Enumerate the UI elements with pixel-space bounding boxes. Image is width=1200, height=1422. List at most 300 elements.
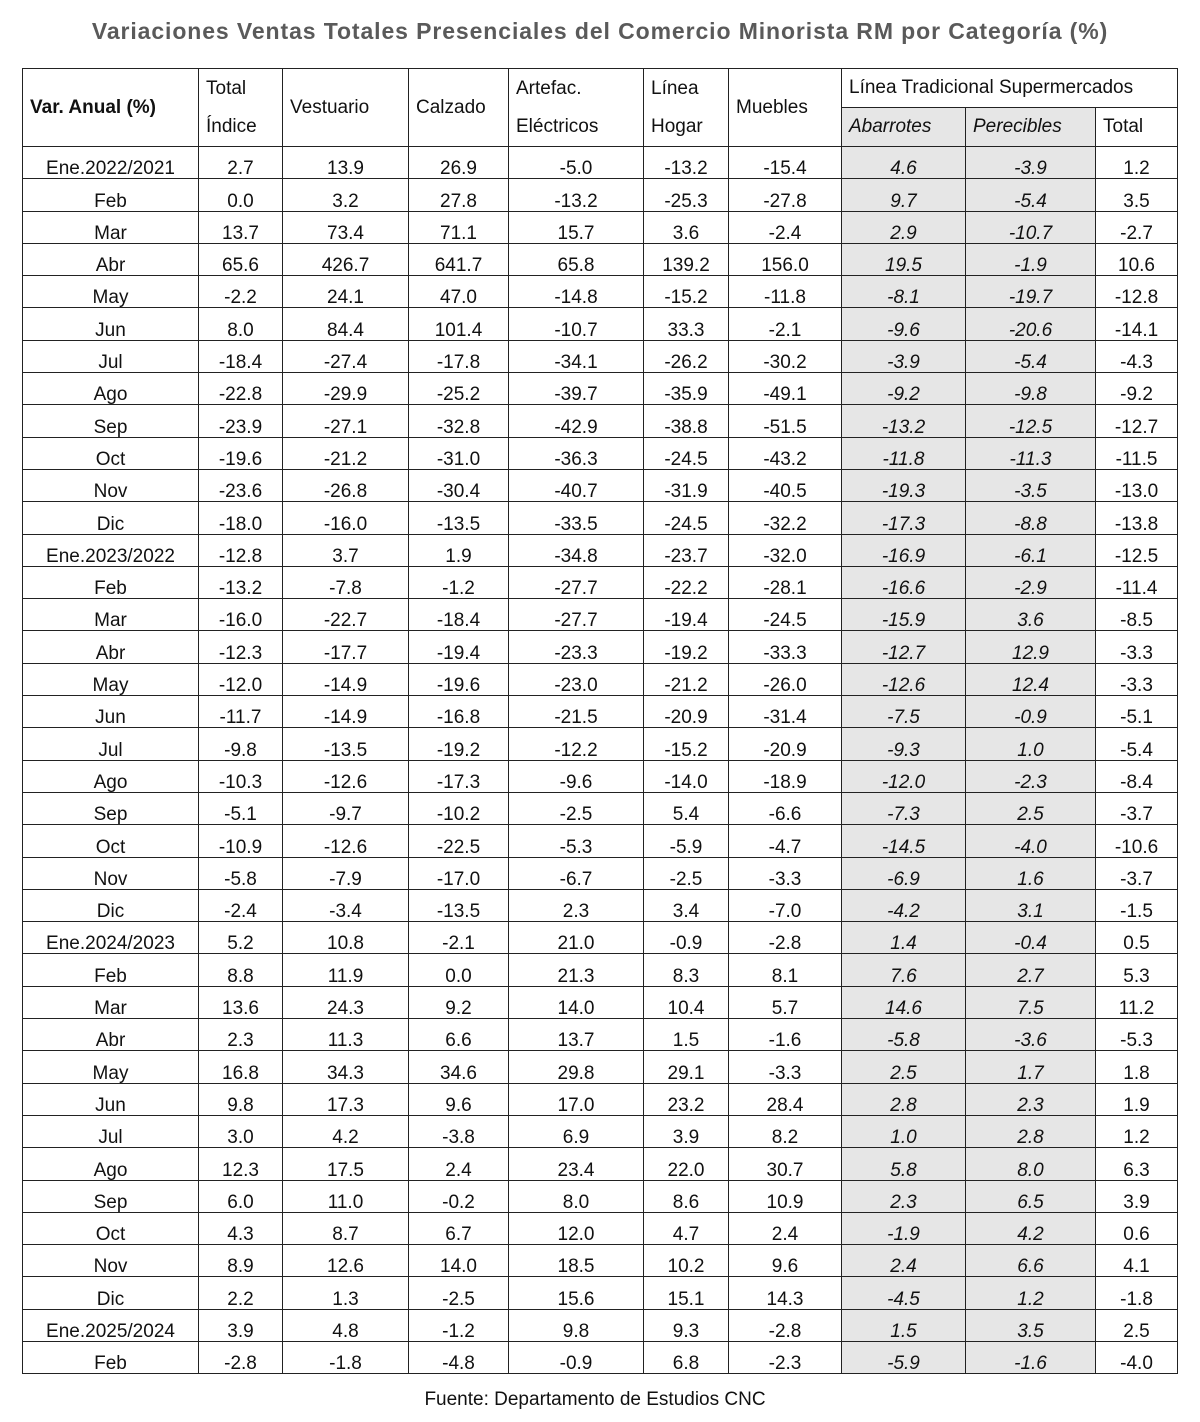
- table-cell: -30.4: [409, 469, 509, 501]
- table-cell: 1.4: [842, 922, 966, 954]
- table-cell: 8.7: [283, 1212, 409, 1244]
- table-cell: 13.6: [199, 986, 283, 1018]
- row-label: Oct: [23, 437, 199, 469]
- table-cell: 3.9: [199, 1309, 283, 1341]
- table-row: [23, 405, 1178, 437]
- row-label-header: Var. Anual (%): [23, 69, 199, 147]
- table-row: [23, 857, 1178, 889]
- row-label: Mar: [23, 599, 199, 631]
- table-cell: 4.2: [283, 1115, 409, 1147]
- table-cell: -17.0: [409, 857, 509, 889]
- table-cell: 8.0: [199, 308, 283, 340]
- row-label: Sep: [23, 405, 199, 437]
- table-cell: -27.4: [283, 340, 409, 372]
- table-cell: 1.9: [1096, 1083, 1178, 1115]
- table-cell: -16.0: [199, 599, 283, 631]
- table-cell: -5.3: [1096, 1019, 1178, 1051]
- table-cell: 23.4: [509, 1148, 644, 1180]
- table-cell: -8.8: [966, 502, 1096, 534]
- table-cell: -3.3: [729, 1051, 842, 1083]
- table-cell: -2.8: [729, 1309, 842, 1341]
- table-cell: 3.5: [966, 1309, 1096, 1341]
- table-cell: -5.1: [199, 792, 283, 824]
- source-note: Fuente: Departamento de Estudios CNC: [424, 1389, 766, 1410]
- row-label: Jun: [23, 308, 199, 340]
- table-cell: -17.7: [283, 631, 409, 663]
- table-cell: 3.9: [644, 1115, 729, 1147]
- table-cell: 12.9: [966, 631, 1096, 663]
- table-cell: -17.8: [409, 340, 509, 372]
- table-cell: -1.5: [1096, 889, 1178, 921]
- table-cell: 1.9: [409, 534, 509, 566]
- table-cell: -2.7: [1096, 211, 1178, 243]
- table-cell: 2.5: [966, 792, 1096, 824]
- table-cell: 34.3: [283, 1051, 409, 1083]
- table-cell: -10.6: [1096, 825, 1178, 857]
- table-cell: -2.5: [509, 792, 644, 824]
- table-cell: 12.4: [966, 663, 1096, 695]
- row-label: Mar: [23, 211, 199, 243]
- subcolumn-header: Perecibles: [966, 108, 1096, 147]
- table-cell: 9.7: [842, 179, 966, 211]
- table-cell: -9.2: [842, 373, 966, 405]
- table-cell: 17.3: [283, 1083, 409, 1115]
- table-cell: -23.0: [509, 663, 644, 695]
- table-cell: -5.1: [1096, 696, 1178, 728]
- table-cell: 3.9: [1096, 1180, 1178, 1212]
- table-row: [23, 534, 1178, 566]
- row-label: Dic: [23, 1277, 199, 1309]
- table-cell: -17.3: [409, 760, 509, 792]
- table-cell: -6.6: [729, 792, 842, 824]
- row-label: Ene.2023/2022: [23, 534, 199, 566]
- table-cell: 3.4: [644, 889, 729, 921]
- sales-variation-table: [22, 68, 1178, 1374]
- table-cell: -33.5: [509, 502, 644, 534]
- table-row: [23, 1277, 1178, 1309]
- table-cell: -11.4: [1096, 566, 1178, 598]
- table-cell: 8.1: [729, 954, 842, 986]
- table-cell: -9.6: [509, 760, 644, 792]
- table-cell: 2.5: [842, 1051, 966, 1083]
- table-cell: 3.0: [199, 1115, 283, 1147]
- table-cell: -7.8: [283, 566, 409, 598]
- table-cell: 22.0: [644, 1148, 729, 1180]
- table-cell: 8.0: [966, 1148, 1096, 1180]
- table-cell: -32.8: [409, 405, 509, 437]
- table-cell: 2.7: [966, 954, 1096, 986]
- table-cell: 65.6: [199, 243, 283, 275]
- table-cell: -10.7: [509, 308, 644, 340]
- table-cell: -2.1: [409, 922, 509, 954]
- row-label: Sep: [23, 1180, 199, 1212]
- table-cell: -21.2: [644, 663, 729, 695]
- table-cell: -4.2: [842, 889, 966, 921]
- table-cell: -20.9: [729, 728, 842, 760]
- table-cell: 2.7: [199, 147, 283, 179]
- table-cell: -3.4: [283, 889, 409, 921]
- table-cell: 29.1: [644, 1051, 729, 1083]
- table-cell: -11.8: [729, 276, 842, 308]
- table-row: [23, 1309, 1178, 1341]
- table-cell: -29.9: [283, 373, 409, 405]
- row-label: Oct: [23, 825, 199, 857]
- row-label: Dic: [23, 889, 199, 921]
- table-cell: 2.9: [842, 211, 966, 243]
- table-cell: -12.6: [283, 760, 409, 792]
- table-cell: 5.8: [842, 1148, 966, 1180]
- table-cell: -8.4: [1096, 760, 1178, 792]
- table-cell: -2.5: [644, 857, 729, 889]
- table-cell: -1.2: [409, 566, 509, 598]
- table-cell: -19.4: [409, 631, 509, 663]
- table-cell: -16.6: [842, 566, 966, 598]
- subcolumn-header: Abarrotes: [842, 108, 966, 147]
- table-cell: -12.7: [842, 631, 966, 663]
- table-cell: -11.3: [966, 437, 1096, 469]
- table-cell: -51.5: [729, 405, 842, 437]
- table-row: [23, 986, 1178, 1018]
- table-cell: 139.2: [644, 243, 729, 275]
- row-label: Ago: [23, 760, 199, 792]
- table-cell: 1.8: [1096, 1051, 1178, 1083]
- table-row: [23, 437, 1178, 469]
- table-cell: -1.6: [729, 1019, 842, 1051]
- row-label: Jul: [23, 1115, 199, 1147]
- table-cell: -12.3: [199, 631, 283, 663]
- table-cell: -13.5: [409, 502, 509, 534]
- table-cell: 4.8: [283, 1309, 409, 1341]
- table-row: [23, 211, 1178, 243]
- table-cell: -9.8: [966, 373, 1096, 405]
- table-cell: -4.8: [409, 1341, 509, 1373]
- table-cell: -18.4: [409, 599, 509, 631]
- table-cell: 2.2: [199, 1277, 283, 1309]
- table-cell: 5.2: [199, 922, 283, 954]
- table-cell: -7.5: [842, 696, 966, 728]
- table-cell: 8.8: [199, 954, 283, 986]
- table-cell: 2.3: [966, 1083, 1096, 1115]
- table-cell: 2.5: [1096, 1309, 1178, 1341]
- table-cell: 2.4: [409, 1148, 509, 1180]
- table-cell: 6.6: [966, 1245, 1096, 1277]
- row-label: Ago: [23, 373, 199, 405]
- table-cell: -2.3: [729, 1341, 842, 1373]
- table-cell: 34.6: [409, 1051, 509, 1083]
- table-cell: 15.6: [509, 1277, 644, 1309]
- table-cell: 47.0: [409, 276, 509, 308]
- column-header: Vestuario: [283, 69, 409, 147]
- table-cell: 1.5: [644, 1019, 729, 1051]
- table-cell: 4.1: [1096, 1245, 1178, 1277]
- table-cell: -13.5: [283, 728, 409, 760]
- table-cell: 10.8: [283, 922, 409, 954]
- table-cell: 7.6: [842, 954, 966, 986]
- column-header: Línea Hogar: [644, 69, 729, 147]
- table-cell: 23.2: [644, 1083, 729, 1115]
- table-cell: -23.6: [199, 469, 283, 501]
- table-cell: -31.4: [729, 696, 842, 728]
- table-row: [23, 1148, 1178, 1180]
- table-cell: 8.2: [729, 1115, 842, 1147]
- table-cell: 19.5: [842, 243, 966, 275]
- row-label: Feb: [23, 179, 199, 211]
- table-cell: -0.9: [644, 922, 729, 954]
- table-cell: -1.2: [409, 1309, 509, 1341]
- table-cell: 18.5: [509, 1245, 644, 1277]
- table-cell: -4.3: [1096, 340, 1178, 372]
- table-cell: -0.2: [409, 1180, 509, 1212]
- table-cell: -40.5: [729, 469, 842, 501]
- table-cell: 73.4: [283, 211, 409, 243]
- row-label: Oct: [23, 1212, 199, 1244]
- table-cell: 4.7: [644, 1212, 729, 1244]
- table-cell: -26.8: [283, 469, 409, 501]
- table-cell: 0.0: [199, 179, 283, 211]
- column-header: Muebles: [729, 69, 842, 147]
- table-cell: 3.7: [283, 534, 409, 566]
- table-cell: 12.6: [283, 1245, 409, 1277]
- table-cell: -12.7: [1096, 405, 1178, 437]
- table-cell: -7.0: [729, 889, 842, 921]
- table-cell: -20.6: [966, 308, 1096, 340]
- table-cell: 6.0: [199, 1180, 283, 1212]
- table-cell: 4.2: [966, 1212, 1096, 1244]
- table-cell: -3.8: [409, 1115, 509, 1147]
- table-row: [23, 147, 1178, 179]
- table-cell: -18.0: [199, 502, 283, 534]
- table-cell: -23.7: [644, 534, 729, 566]
- table-cell: -3.9: [966, 147, 1096, 179]
- table-cell: -12.0: [842, 760, 966, 792]
- table-cell: -12.2: [509, 728, 644, 760]
- table-row: [23, 179, 1178, 211]
- table-cell: 6.8: [644, 1341, 729, 1373]
- table-cell: 24.1: [283, 276, 409, 308]
- table-cell: -7.9: [283, 857, 409, 889]
- table-row: [23, 922, 1178, 954]
- table-cell: 15.7: [509, 211, 644, 243]
- table-header: [23, 69, 1178, 147]
- table-cell: 2.3: [199, 1019, 283, 1051]
- row-label: Abr: [23, 631, 199, 663]
- table-cell: 9.6: [729, 1245, 842, 1277]
- row-label: Jul: [23, 728, 199, 760]
- row-label: Ene.2025/2024: [23, 1309, 199, 1341]
- table-cell: 3.6: [966, 599, 1096, 631]
- table-cell: -24.5: [729, 599, 842, 631]
- table-cell: -19.2: [409, 728, 509, 760]
- table-cell: 6.5: [966, 1180, 1096, 1212]
- table-row: [23, 566, 1178, 598]
- table-cell: -5.8: [199, 857, 283, 889]
- table-cell: 10.2: [644, 1245, 729, 1277]
- row-label: Jun: [23, 696, 199, 728]
- table-cell: 10.6: [1096, 243, 1178, 275]
- table-row: [23, 696, 1178, 728]
- table-cell: -9.6: [842, 308, 966, 340]
- table-row: [23, 825, 1178, 857]
- table-cell: -19.7: [966, 276, 1096, 308]
- table-cell: -4.0: [966, 825, 1096, 857]
- table-cell: -5.4: [966, 340, 1096, 372]
- table-cell: -25.3: [644, 179, 729, 211]
- table-cell: 5.3: [1096, 954, 1178, 986]
- table-cell: 1.7: [966, 1051, 1096, 1083]
- row-label: May: [23, 276, 199, 308]
- table-row: [23, 631, 1178, 663]
- table-row: [23, 373, 1178, 405]
- table-cell: -34.1: [509, 340, 644, 372]
- table-cell: 0.6: [1096, 1212, 1178, 1244]
- table-cell: -2.1: [729, 308, 842, 340]
- table-cell: -5.8: [842, 1019, 966, 1051]
- table-cell: -5.4: [1096, 728, 1178, 760]
- table-cell: -42.9: [509, 405, 644, 437]
- table-cell: -5.9: [842, 1341, 966, 1373]
- table-cell: 2.3: [842, 1180, 966, 1212]
- table-cell: 9.6: [409, 1083, 509, 1115]
- table-row: [23, 1212, 1178, 1244]
- table-cell: 6.9: [509, 1115, 644, 1147]
- table-cell: 26.9: [409, 147, 509, 179]
- subcolumn-header: Total: [1096, 108, 1178, 147]
- table-cell: -2.3: [966, 760, 1096, 792]
- table-cell: -12.8: [199, 534, 283, 566]
- table-cell: 27.8: [409, 179, 509, 211]
- table-cell: 9.3: [644, 1309, 729, 1341]
- table-cell: -16.9: [842, 534, 966, 566]
- table-cell: -14.1: [1096, 308, 1178, 340]
- table-cell: -24.5: [644, 437, 729, 469]
- table-cell: -2.8: [199, 1341, 283, 1373]
- table-cell: -14.8: [509, 276, 644, 308]
- table-cell: -0.4: [966, 922, 1096, 954]
- table-cell: 4.6: [842, 147, 966, 179]
- table-row: [23, 663, 1178, 695]
- table-cell: -3.3: [1096, 663, 1178, 695]
- table-cell: 426.7: [283, 243, 409, 275]
- table-cell: -19.2: [644, 631, 729, 663]
- table-cell: -5.0: [509, 147, 644, 179]
- table-cell: 24.3: [283, 986, 409, 1018]
- row-label: May: [23, 663, 199, 695]
- row-label: Feb: [23, 1341, 199, 1373]
- row-label: Ago: [23, 1148, 199, 1180]
- table-cell: 9.8: [509, 1309, 644, 1341]
- table-cell: -2.4: [199, 889, 283, 921]
- row-label: Jun: [23, 1083, 199, 1115]
- table-cell: -26.2: [644, 340, 729, 372]
- table-cell: -24.5: [644, 502, 729, 534]
- row-label: Ene.2024/2023: [23, 922, 199, 954]
- table-cell: -1.9: [842, 1212, 966, 1244]
- table-title: Variaciones Ventas Totales Presenciales del Comercio Minorista RM por Categoría (%): [91, 18, 1109, 44]
- table-cell: -9.8: [199, 728, 283, 760]
- table-cell: -16.0: [283, 502, 409, 534]
- table-cell: 641.7: [409, 243, 509, 275]
- table-row: [23, 502, 1178, 534]
- table-cell: 2.3: [509, 889, 644, 921]
- row-label: Abr: [23, 243, 199, 275]
- table-cell: -19.6: [409, 663, 509, 695]
- table-cell: -23.3: [509, 631, 644, 663]
- table-cell: -18.9: [729, 760, 842, 792]
- table-cell: 21.3: [509, 954, 644, 986]
- row-label: Dic: [23, 502, 199, 534]
- table-cell: 17.5: [283, 1148, 409, 1180]
- table-cell: -11.7: [199, 696, 283, 728]
- row-label: Sep: [23, 792, 199, 824]
- row-label: Ene.2022/2021: [23, 147, 199, 179]
- table-cell: -34.8: [509, 534, 644, 566]
- table-cell: -13.2: [842, 405, 966, 437]
- column-header: Calzado: [409, 69, 509, 147]
- table-cell: -38.8: [644, 405, 729, 437]
- table-cell: 3.2: [283, 179, 409, 211]
- table-cell: -10.9: [199, 825, 283, 857]
- table-cell: 71.1: [409, 211, 509, 243]
- table-cell: -14.9: [283, 696, 409, 728]
- table-cell: -11.8: [842, 437, 966, 469]
- table-cell: -6.9: [842, 857, 966, 889]
- table-cell: 12.0: [509, 1212, 644, 1244]
- table-cell: 65.8: [509, 243, 644, 275]
- table-cell: -18.4: [199, 340, 283, 372]
- table-cell: -22.7: [283, 599, 409, 631]
- table-cell: -4.0: [1096, 1341, 1178, 1373]
- table-cell: 29.8: [509, 1051, 644, 1083]
- table-cell: -27.7: [509, 566, 644, 598]
- table-cell: 8.6: [644, 1180, 729, 1212]
- table-cell: -14.9: [283, 663, 409, 695]
- table-cell: -2.4: [729, 211, 842, 243]
- row-label: Nov: [23, 857, 199, 889]
- table-cell: -13.0: [1096, 469, 1178, 501]
- group-header: Línea Tradicional Supermercados: [842, 69, 1178, 108]
- table-row: [23, 1019, 1178, 1051]
- table-cell: 1.0: [842, 1115, 966, 1147]
- table-cell: 1.0: [966, 728, 1096, 760]
- table-cell: -27.7: [509, 599, 644, 631]
- table-cell: -3.9: [842, 340, 966, 372]
- table-cell: -22.2: [644, 566, 729, 598]
- table-cell: 33.3: [644, 308, 729, 340]
- table-cell: -16.8: [409, 696, 509, 728]
- table-cell: -33.3: [729, 631, 842, 663]
- row-label: Mar: [23, 986, 199, 1018]
- table-row: [23, 728, 1178, 760]
- table-cell: 1.2: [1096, 147, 1178, 179]
- table-cell: -3.6: [966, 1019, 1096, 1051]
- table-row: [23, 1341, 1178, 1373]
- table-cell: -12.0: [199, 663, 283, 695]
- table-cell: -13.2: [644, 147, 729, 179]
- table-cell: 14.0: [409, 1245, 509, 1277]
- table-row: [23, 1083, 1178, 1115]
- table-cell: 4.3: [199, 1212, 283, 1244]
- row-label: Feb: [23, 566, 199, 598]
- table-cell: -3.3: [729, 857, 842, 889]
- table-row: [23, 760, 1178, 792]
- table-cell: -35.9: [644, 373, 729, 405]
- table-cell: -40.7: [509, 469, 644, 501]
- table-row: [23, 954, 1178, 986]
- table-cell: -15.9: [842, 599, 966, 631]
- table-cell: -21.5: [509, 696, 644, 728]
- table-cell: -8.5: [1096, 599, 1178, 631]
- column-header: Total Índice: [199, 69, 283, 147]
